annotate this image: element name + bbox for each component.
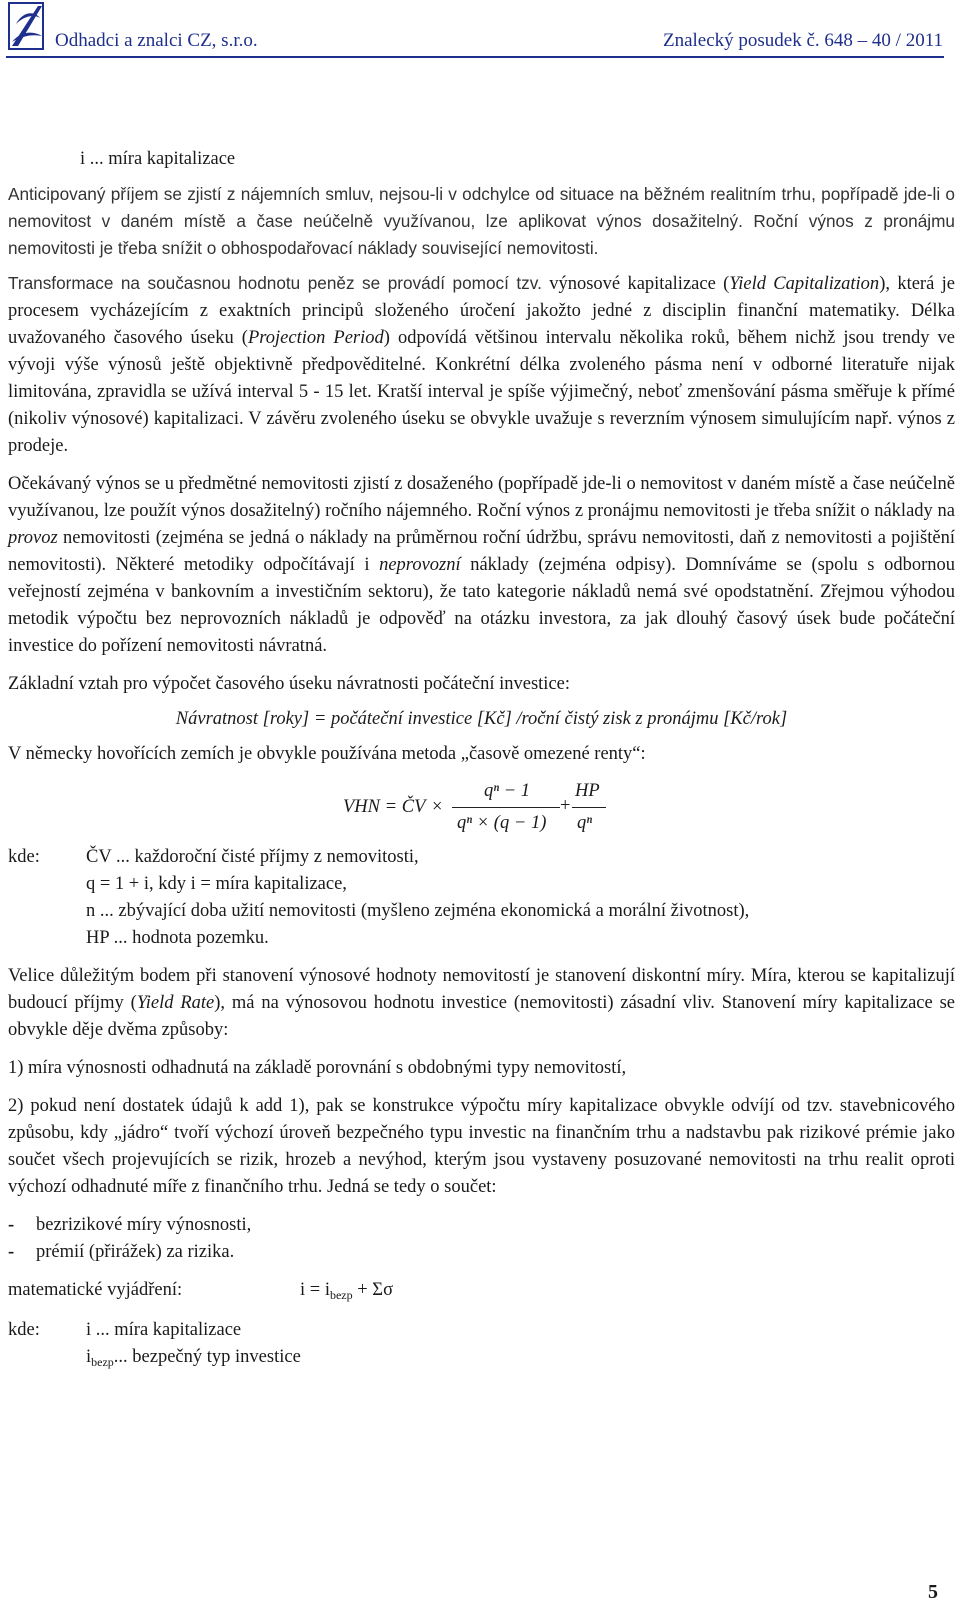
legend-item: q = 1 + i, kdy i = míra kapitalizace, bbox=[86, 874, 347, 894]
paragraph-method-2: 2) pokud není dostatek údajů k add 1), pak se konstrukce výpočtu míry kapitalizace obvykle odvíjí od tzv. stavebnicového způsobu, kdy „jádro“ tvoří výchozí úroveň bezpečného typu investic na finančním trhu a nadstavbu pak rizikové prémie jako součet všech projevujících se rizik, hrozeb a nevýhod, kterým jsou vystaveny posuzované nemovitosti na trhu realit oproti výchozí odhadnuté míře z finančního trhu. Jedná se tedy o součet: bbox=[8, 1096, 955, 1197]
equation-fraction-bar-1 bbox=[452, 807, 560, 808]
list-item: - bezrizikové míry výnosnosti, bbox=[8, 1215, 252, 1235]
paragraph-anticipated-income: Anticipovaný příjem se zjistí z nájemních smluv, nejsou-li v odchylce od situace na běžném realitním trhu, popřípadě jde-li o nemovitost v daném místě a čase neúčelně využívanou, lze aplikovat výnos dosažitelný. Roční výnos z pronájmu nemovitosti je třeba snížit o obhospodařovací náklady související nemovitosti. bbox=[8, 184, 955, 258]
legend-where-1 bbox=[8, 844, 955, 952]
page-header bbox=[0, 0, 960, 58]
document-reference: Znalecký posudek č. 648 – 40 / 2011 bbox=[662, 30, 943, 51]
equation-times: × bbox=[432, 797, 443, 817]
equation-fraction-bar-2 bbox=[572, 807, 606, 808]
paragraph-discount-rate: Velice důležitým bodem při stanovení výnosové hodnoty nemovitostí je stanovení diskontní míry. Míra, kterou se kapitalizují budoucí příjmy (Yield Rate), má na výnosovou hodnotu investice (nemovitosti) zásadní vliv. Stanovení míry kapitalizace se obvykle děje dvěma způsoby: bbox=[8, 966, 956, 1040]
legend-where-2: kde: i ... míra kapitalizace $i_{bezp}$... bezpečný typ investice bbox=[8, 1320, 301, 1369]
equation-den1: qⁿ × (q − 1) bbox=[457, 813, 547, 833]
header-divider bbox=[6, 56, 944, 58]
legend-item: n ... zbývající doba užití nemovitosti (myšleno zejména ekonomická a morální životnost), bbox=[86, 901, 750, 921]
page-number: 5 bbox=[928, 1581, 938, 1603]
equation-num2: HP bbox=[575, 781, 600, 801]
legend-item: ČV ... každoroční čisté příjmy z nemovitosti, bbox=[86, 847, 419, 867]
equation-plus: + bbox=[560, 796, 571, 816]
paragraph-basic-relation: Základní vztah pro výpočet časového úseku návratnosti počáteční investice: bbox=[8, 674, 571, 694]
paragraph-transformation: Transformace na současnou hodnotu peněz se provádí pomocí tzv. výnosové kapitalizace (Yield Capitalization), která je procesem vycházejícím z exaktních principů složeného úročení jakožto jedné z disciplin finanční matematiky. Délka uvažovaného časového úseku (Projection Period) odpovídá většinou intervalu několika roků, během nichž jsou trendy ve vývoji výše výnosů ještě objektivně předpověditelné. Konkrétní délka zvoleného pásma není v odborné literatuře nijak limitována, zpravidla se užívá interval 5 - 15 let. Kratší interval je spíše výjimečný, neboť zmenšování pásma směřuje k přímé (nikoliv výnosové) kapitalizaci. V závěru zvoleného úseku se obvykle uvažuje s reverzním výnosem simulujícím např. výnos z prodeje. bbox=[8, 273, 955, 456]
equation-num1: qⁿ − 1 bbox=[484, 781, 531, 801]
paragraph-expected-income: Očekávaný výnos se u předmětné nemovitosti zjistí z dosaženého (popřípadě jde-li o nemovitost v daném místě a čase neúčelně využívanou, lze použít výnos dosažitelný) ročního nájemného. Roční výnos z pronájmu nemovitosti je třeba snížit o náklady na provoz nemovitosti (zejména se jedná o náklady na průměrnou roční údržbu, správu nemovitosti, daň z nemovitosti a pojištění nemovitosti). Některé metodiky odpočítávají i neprovozní náklady (zejména odpisy). Domníváme se (spolu s odbornou veřejností zejména v bankovním a investičním sektoru), že tato kategorie nákladů nemá své opodstatnění. Zřejmou výhodou metodik výpočtu bez neprovozních nákladů je odpověď na otázku investora, za jak dlouhý časový úsek bude počáteční investice do pořízení nemovitosti návratná. bbox=[8, 474, 956, 656]
paragraph-method-1: 1) míra výnosnosti odhadnutá na základě porovnání s obdobnými typy nemovitostí, bbox=[8, 1058, 627, 1078]
document-body bbox=[8, 146, 955, 1376]
paragraph-annuity-method: V německy hovořících zemích je obvykle používána metoda „časově omezené renty“: bbox=[8, 744, 646, 764]
company-name: Odhadci a znalci CZ, s.r.o. bbox=[55, 30, 258, 51]
definition-i: i ... míra kapitalizace bbox=[80, 149, 236, 169]
formula-payback: Návratnost [roky] = počáteční investice [Kč] /roční čistý zisk z pronájmu [Kč/rok] bbox=[175, 709, 788, 729]
equation-lhs: VHN = ČV bbox=[343, 797, 426, 817]
where-label: kde: bbox=[8, 847, 40, 867]
equation-den2: qⁿ bbox=[577, 813, 593, 833]
company-logo-icon bbox=[8, 2, 48, 59]
legend-item: HP ... hodnota pozemku. bbox=[86, 928, 269, 948]
equation-vhn bbox=[8, 774, 955, 840]
list-item: - prémií (přirážek) za rizika. bbox=[8, 1242, 235, 1262]
math-expression: matematické vyjádření: $i = i_{bezp} + \Sigma\sigma$ bbox=[8, 1280, 394, 1302]
